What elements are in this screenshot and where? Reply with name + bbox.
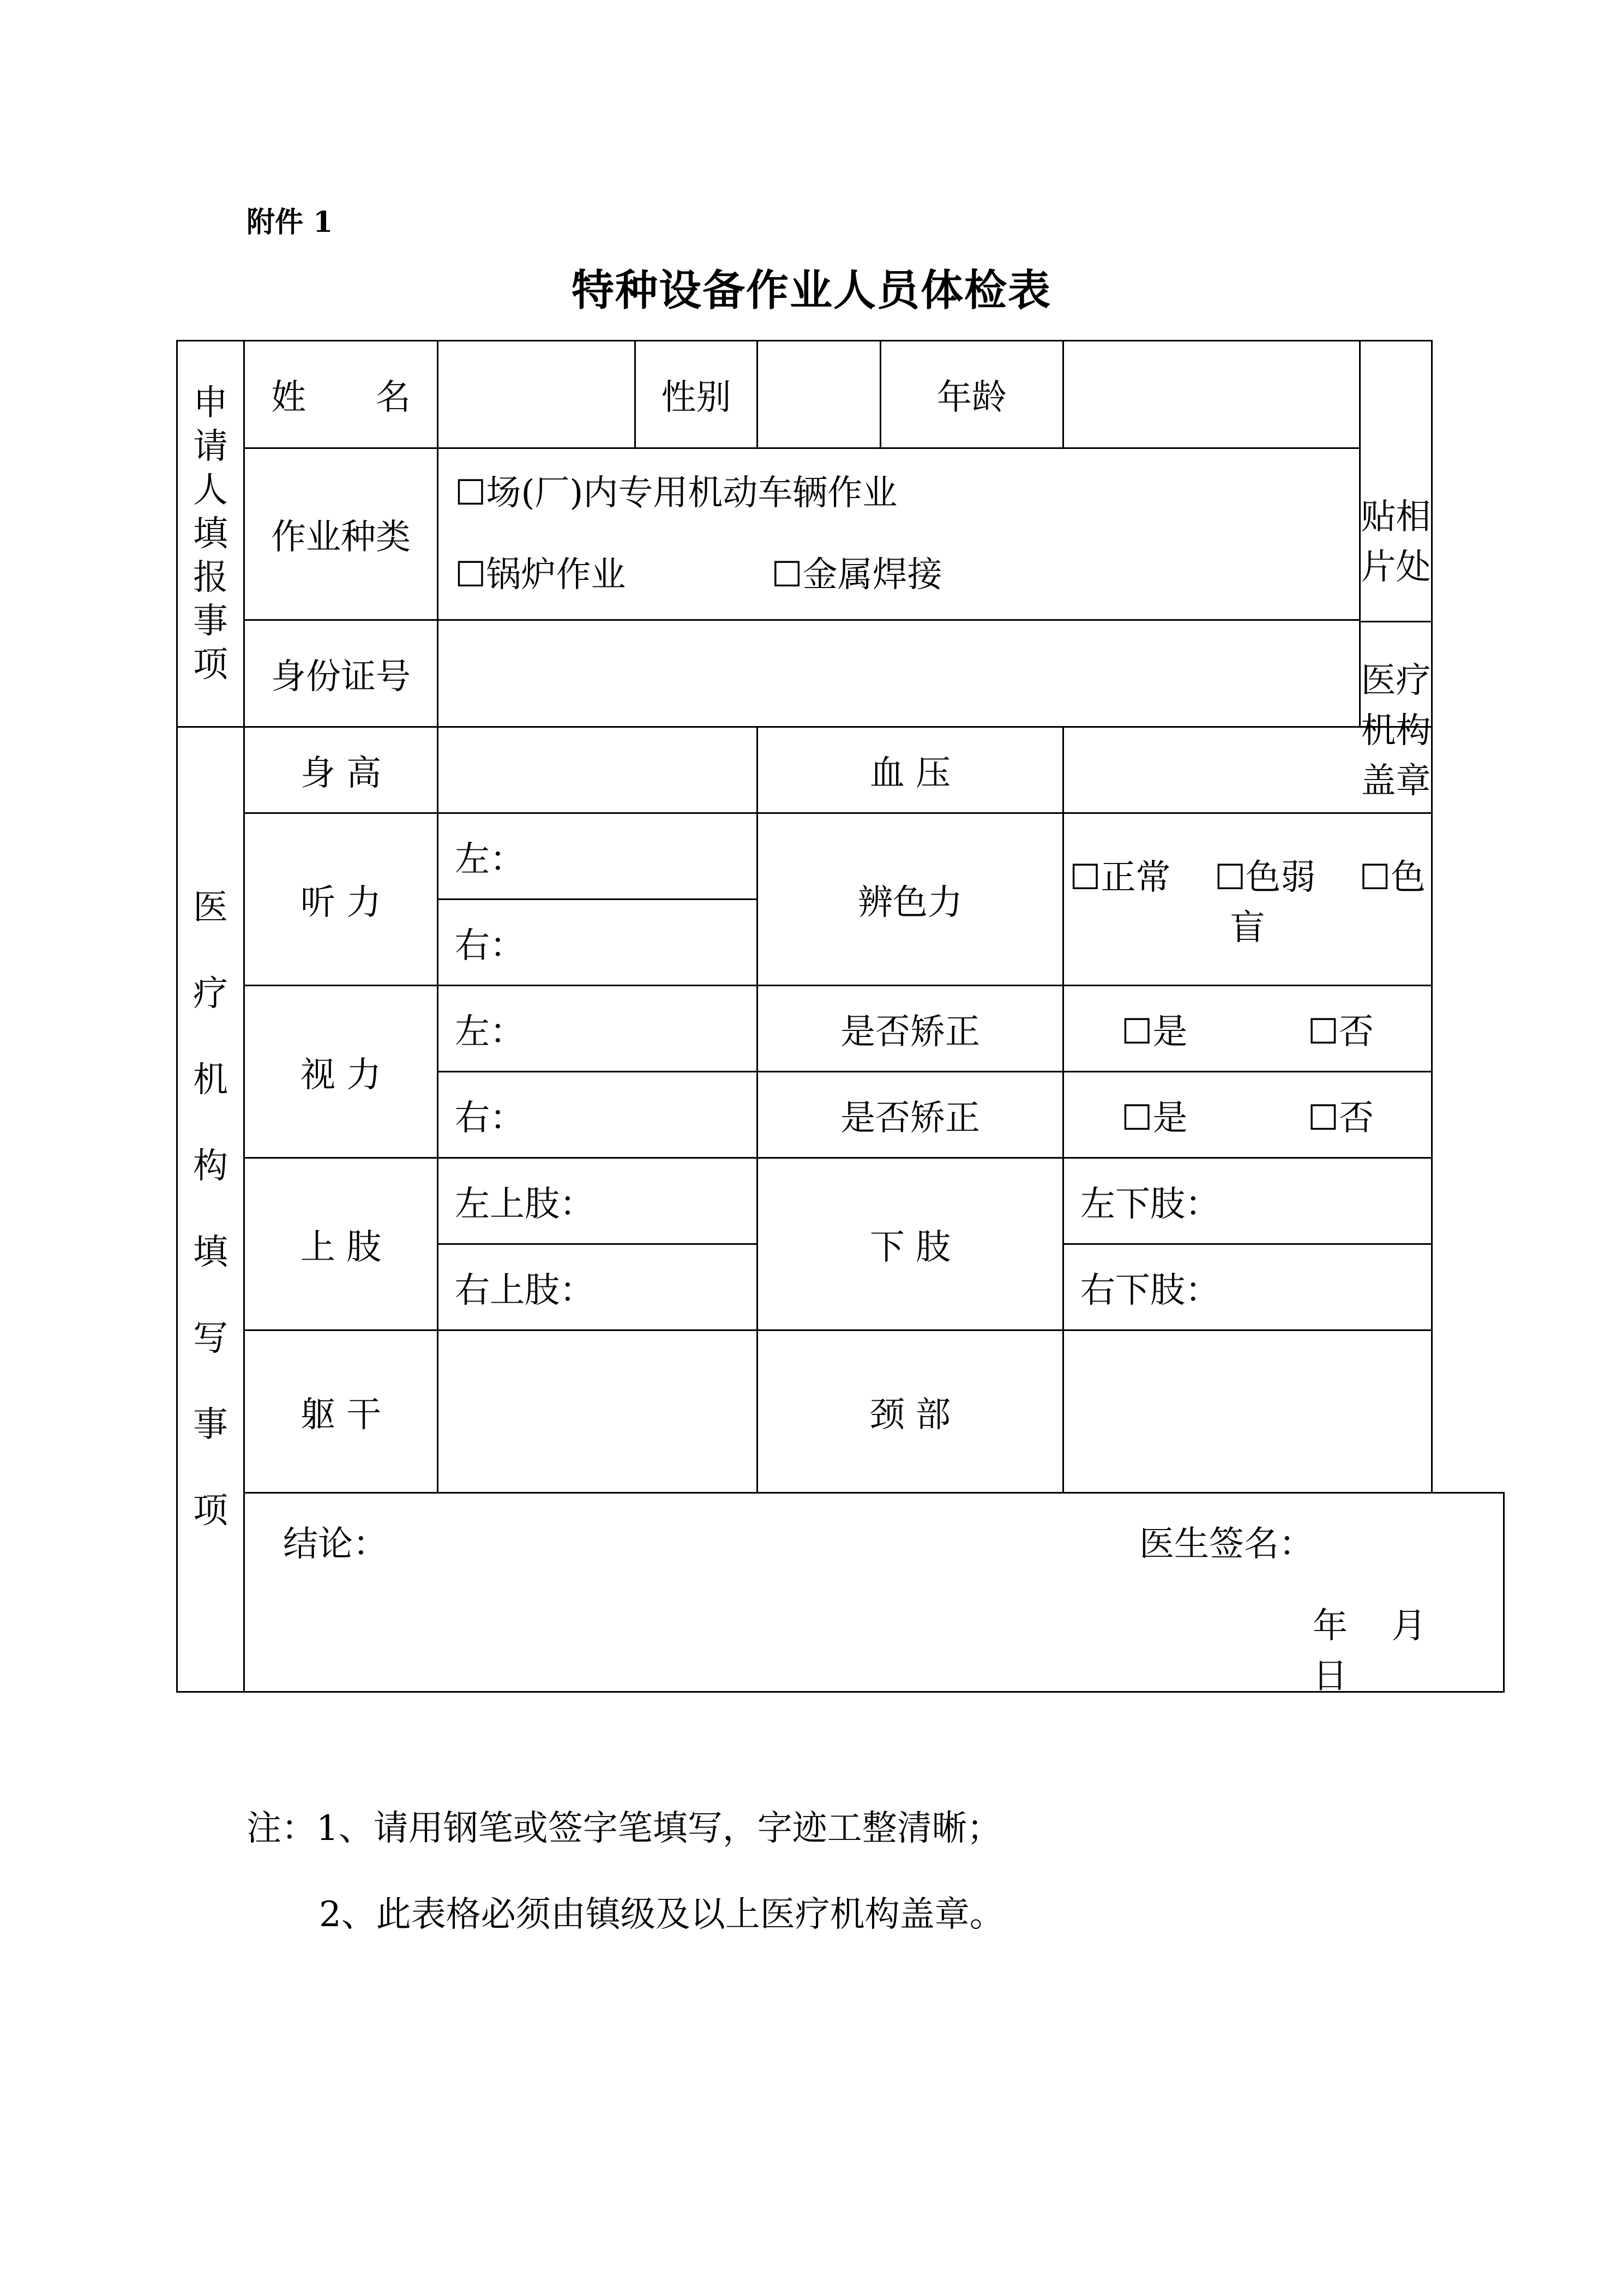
month-label: 月 — [1391, 1606, 1427, 1646]
height-label: 身 高 — [244, 727, 438, 813]
name-field[interactable] — [438, 341, 635, 448]
hearing-label: 听 力 — [244, 813, 438, 986]
medical-exam-form — [176, 340, 1505, 1696]
age-label: 年龄 — [881, 341, 1063, 448]
name-label: 姓 名 — [244, 341, 438, 448]
vision-left-no[interactable]: ☐否 — [1307, 1011, 1374, 1052]
vision-right-no[interactable]: ☐否 — [1307, 1098, 1374, 1138]
trunk-field[interactable] — [438, 1330, 758, 1493]
conclusion-label: 结论： — [283, 1524, 388, 1564]
note-1: 注：1、请用钢笔或签字笔填写，字迹工整清晰； — [247, 1808, 1002, 1849]
upper-limb-label: 上 肢 — [244, 1158, 438, 1330]
job-option-boiler[interactable]: ☐锅炉作业 — [455, 555, 626, 595]
trunk-label: 躯 干 — [244, 1330, 438, 1493]
vision-left-field[interactable]: 左： — [438, 986, 758, 1072]
job-type-label: 作业种类 — [244, 448, 438, 620]
page-title: 特种设备作业人员体检表 — [571, 266, 1051, 315]
left-lower-limb-field[interactable]: 左下肢： — [1063, 1158, 1432, 1244]
color-option-normal[interactable]: ☐正常 — [1069, 857, 1171, 898]
neck-field[interactable] — [1063, 1330, 1432, 1493]
neck-label: 颈 部 — [758, 1330, 1063, 1493]
color-option-blind[interactable]: ☐色盲 — [1230, 857, 1426, 948]
year-label: 年 — [1313, 1606, 1348, 1646]
gender-label: 性别 — [635, 341, 758, 448]
medical-section-label: 医 疗 机 构 填 写 事 项 — [177, 727, 244, 1692]
photo-area[interactable] — [1360, 341, 1432, 801]
color-vision-options — [1063, 813, 1432, 986]
blood-pressure-label: 血 压 — [758, 727, 1063, 813]
vision-right-corrected-options — [1063, 1072, 1432, 1158]
right-lower-limb-field[interactable]: 右下肢： — [1063, 1244, 1432, 1330]
hearing-right-field[interactable]: 右： — [438, 900, 758, 986]
photo-label: 贴相片处 — [1361, 497, 1431, 588]
date-line — [1313, 1598, 1503, 1698]
vision-left-corrected-label: 是否矫正 — [758, 986, 1063, 1072]
job-type-options — [438, 448, 1360, 620]
hearing-left-field[interactable]: 左： — [438, 813, 758, 900]
vision-left-corrected-options — [1063, 986, 1432, 1072]
vision-right-field[interactable]: 右： — [438, 1072, 758, 1158]
color-vision-label: 辨色力 — [758, 813, 1063, 986]
vision-right-yes[interactable]: ☐是 — [1121, 1098, 1188, 1138]
id-label: 身份证号 — [244, 620, 438, 727]
id-field[interactable] — [438, 620, 1360, 727]
doctor-signature-label: 医生签名： — [1139, 1524, 1314, 1564]
vision-right-corrected-label: 是否矫正 — [758, 1072, 1063, 1158]
job-option-vehicle[interactable]: ☐场(厂)内专用机动车辆作业 — [455, 473, 898, 513]
applicant-section-label: 申 请 人 填 报 事 项 — [177, 341, 244, 727]
height-field[interactable] — [438, 727, 758, 813]
seal-label: 医疗机构盖章 — [1361, 661, 1431, 801]
age-field[interactable] — [1063, 341, 1360, 448]
vision-left-yes[interactable]: ☐是 — [1121, 1011, 1188, 1052]
conclusion-cell[interactable] — [244, 1493, 1504, 1696]
note-2: 2、此表格必须由镇级及以上医疗机构盖章。 — [319, 1895, 1005, 1935]
right-upper-limb-field[interactable]: 右上肢： — [438, 1244, 758, 1330]
attachment-label: 附件 1 — [247, 206, 333, 239]
left-upper-limb-field[interactable]: 左上肢： — [438, 1158, 758, 1244]
lower-limb-label: 下 肢 — [758, 1158, 1063, 1330]
vision-label: 视 力 — [244, 986, 438, 1158]
color-option-weak[interactable]: ☐色弱 — [1214, 857, 1316, 898]
gender-field[interactable] — [758, 341, 881, 448]
day-label: 日 — [1313, 1656, 1348, 1696]
job-option-welding[interactable]: ☐金属焊接 — [771, 555, 942, 595]
